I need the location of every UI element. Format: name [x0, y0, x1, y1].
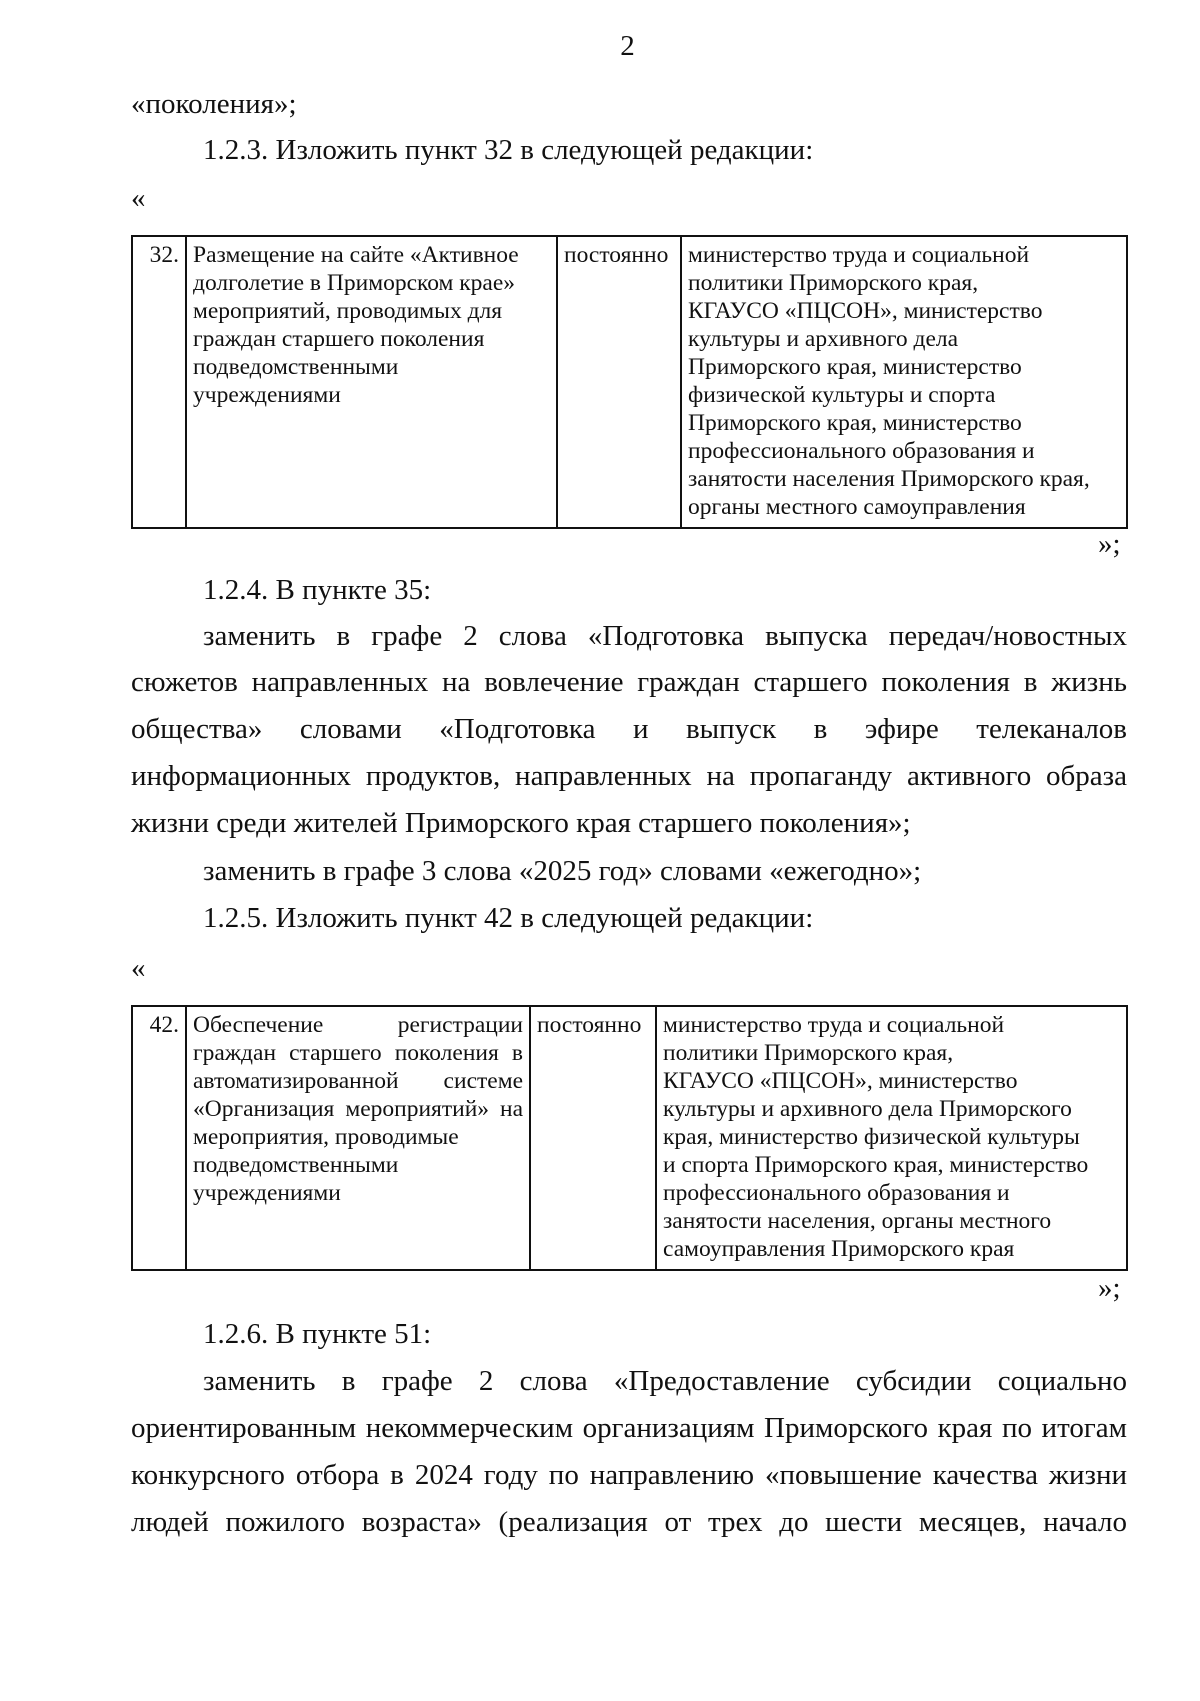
table-item-42 [131, 1005, 1128, 1271]
paragraph-35-line-1: заменить в графе 2 слова «Подготовка выпуска передач/новостных [203, 620, 1127, 652]
paragraph-51-line-4: людей пожилого возраста» (реализация от трех до шести месяцев, начало [131, 1506, 1127, 1538]
table-cell-period: постоянно [557, 236, 681, 528]
open-quote-42: « [131, 952, 146, 984]
close-quote-42: »; [1098, 1272, 1121, 1304]
table-cell-number: 32. [132, 236, 186, 528]
table-cell-responsible-text: министерство труда и социальной политики Приморского края, КГАУСО «ПЦСОН», министерство культуры и архивного дела Приморского края, министерство физической культуры и спорта Приморского края, министерство профессионального образования и занятости населения Приморского края, органы местного самоуправления [688, 242, 1090, 520]
table-cell-responsible [656, 1006, 1127, 1270]
paragraph-35-line-2: сюжетов направленных на вовлечение граждан старшего поколения в жизнь [131, 666, 1127, 698]
item-1-2-3-heading: 1.2.3. Изложить пункт 32 в следующей редакции: [203, 134, 814, 166]
paragraph-35-line-5: жизни среди жителей Приморского края старшего поколения»; [131, 807, 911, 839]
table-cell-description [186, 1006, 530, 1270]
paragraph-51-line-2: ориентированным некоммерческим организациям Приморского края по итогам [131, 1412, 1127, 1444]
table-row [132, 1006, 1127, 1270]
paragraph-35-line-4: информационных продуктов, направленных на пропаганду активного образа [131, 760, 1127, 792]
table-cell-description [186, 236, 557, 528]
item-1-2-4-heading: 1.2.4. В пункте 35: [203, 574, 432, 606]
table-cell-number: 42. [132, 1006, 186, 1270]
open-quote-32: « [131, 182, 146, 214]
table-row [132, 236, 1127, 528]
page-number: 2 [620, 30, 635, 62]
paragraph-35-line-3: общества» словами «Подготовка и выпуск в эфире телеканалов [131, 713, 1127, 745]
paragraph-35-column-3: заменить в графе 3 слова «2025 год» словами «ежегодно»; [203, 855, 922, 887]
table-item-32 [131, 235, 1128, 529]
paragraph-51-line-3: конкурсного отбора в 2024 году по направлению «повышение качества жизни [131, 1459, 1127, 1491]
table-cell-responsible [681, 236, 1127, 528]
item-1-2-5-heading: 1.2.5. Изложить пункт 42 в следующей редакции: [203, 902, 814, 934]
intro-fragment: «поколения»; [131, 88, 297, 120]
paragraph-51-line-1: заменить в графе 2 слова «Предоставление субсидии социально [203, 1365, 1127, 1397]
table-cell-description-text: Обеспечение регистрации граждан старшего поколения в автоматизированной системе «Организация мероприятий» на мероприятия, проводимые [193, 1012, 523, 1150]
table-cell-description-text: Размещение на сайте «Активное долголетие в Приморском крае» мероприятий, проводимых для граждан старшего поколения подведомственными учреждениями [193, 242, 519, 408]
close-quote-32: »; [1098, 528, 1121, 560]
item-1-2-6-heading: 1.2.6. В пункте 51: [203, 1318, 432, 1350]
table-cell-description-tail: подведомственными учреждениями [193, 1152, 399, 1206]
table-cell-responsible-text: министерство труда и социальной политики Приморского края, КГАУСО «ПЦСОН», министерство культуры и архивного дела Приморского края, министерство физической культуры и спорта Приморского края, министерство профессионального образования и занятости населения, органы местного самоуправления Приморского края [663, 1012, 1089, 1262]
table-cell-period: постоянно [530, 1006, 656, 1270]
